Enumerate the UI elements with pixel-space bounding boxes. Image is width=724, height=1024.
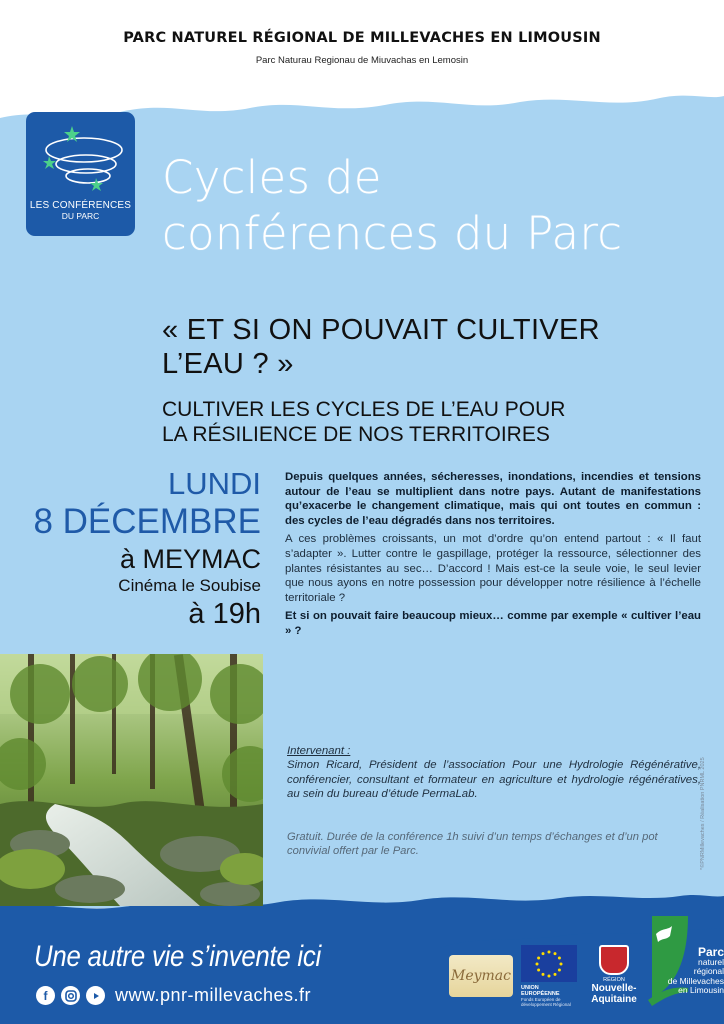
title-line1: Cycles de [162,151,382,204]
event-place: à MEYMAC [119,544,261,574]
question-line2: L’EAU ? » [162,348,294,380]
spiral-star-icon [26,112,135,202]
pnr-line2: naturel [698,956,724,967]
youtube-icon[interactable] [86,986,105,1005]
facebook-icon[interactable]: f [36,986,55,1005]
instagram-icon[interactable] [61,986,80,1005]
slogan: Une autre vie s’invente ici [34,940,322,973]
event-day: LUNDI [167,466,261,501]
region-line3: Aquitaine [591,994,637,1005]
meymac-logo: Meymac [449,955,513,997]
pnr-line3: régional [693,966,724,976]
event-details [1,465,261,632]
pnr-line1: Parc [697,945,724,959]
conference-question [162,313,702,381]
description-paragraph-3: Et si on pouvait faire beaucoup mieux… comme par exemple « cultiver l’eau » ? [285,610,701,637]
conferences-logo-text [26,201,135,221]
eu-line2: Fonds Européen de développement Régional [521,997,571,1007]
conferences-logo [26,112,135,236]
speaker-text: Simon Ricard, Président de l’association Pour une Hydrologie Régénérative, conférencier, consultant et formateur en agriculture et hydrologie régénératives, au sein du bureau d’étude PermaLab. [287,759,701,801]
website-link[interactable]: www.pnr-millevaches.fr [115,985,312,1005]
eu-logo [521,945,577,1007]
forest-stream-photo [0,654,263,906]
speaker-label: Intervenant : [287,745,351,757]
park-name-occitan: Parc Naturau Regionau de Miuvachas en Lemosin [255,55,469,66]
park-name: PARC NATUREL RÉGIONAL DE MILLEVACHES EN LIMOUSIN [123,30,601,46]
event-date: 8 DÉCEMBRE [33,502,261,541]
question-line1: « ET SI ON POUVAIT CULTIVER [162,314,600,346]
title-line2: conférences du Parc [162,207,623,260]
pnr-logo-text [664,945,724,996]
speaker-block [287,744,701,802]
practical-info: Gratuit. Durée de la conférence 1h suivi d’un temps d’échanges et d’un pot convivial offert par le Parc. [287,831,658,858]
event-venue: Cinéma le Soubise [118,576,261,595]
description-paragraph-1: Depuis quelques années, sécheresses, inondations, incendies et tensions autour de l’eau se multiplient dans notre pays. Autant de manifestations qu’exacerbe le changement climatique, mais qui ont toutes en commun : des cycles de l’eau dégradés dans nos territoires. [285,471,701,527]
social-links [36,986,105,1005]
subtitle-line2: LA RÉSILIENCE DE NOS TERRITOIRES [162,423,550,446]
region-shield-icon [599,945,629,975]
region-logo [586,945,642,1005]
conference-subtitle [162,397,702,447]
pnr-line5: en Limousin [678,985,724,995]
eu-line1: UNION EUROPÉENNE [521,985,560,997]
badge-line2: DU PARC [61,211,100,221]
page-title [162,150,702,262]
description [285,470,701,643]
pnr-logo [648,916,724,1024]
eu-flag-icon [521,945,577,982]
photo-credit: *©PNRMillevaches / Réalisation PNRML 2025 [700,757,706,870]
badge-line1: LES CONFÉRENCES [29,200,132,211]
subtitle-line1: CULTIVER LES CYCLES DE L’EAU POUR [162,398,566,421]
pnr-line4: de Millevaches [667,975,724,986]
event-time: à 19h [188,598,261,630]
region-line1: RÉGION [603,977,625,983]
region-line2: Nouvelle- [591,983,637,994]
description-paragraph-2: A ces problèmes croissants, un mot d’ordre qu’on entend partout : « Il faut s’adapter ». Lutter contre le gaspillage, protéger la ressource, sélectionner des plantes résistantes au sec… D’accord ! Mais est-ce la seule voie, le seul levier que nous ayons en notre possession pour développer notre résilience à l’échelle territoriale ? [285,533,701,604]
